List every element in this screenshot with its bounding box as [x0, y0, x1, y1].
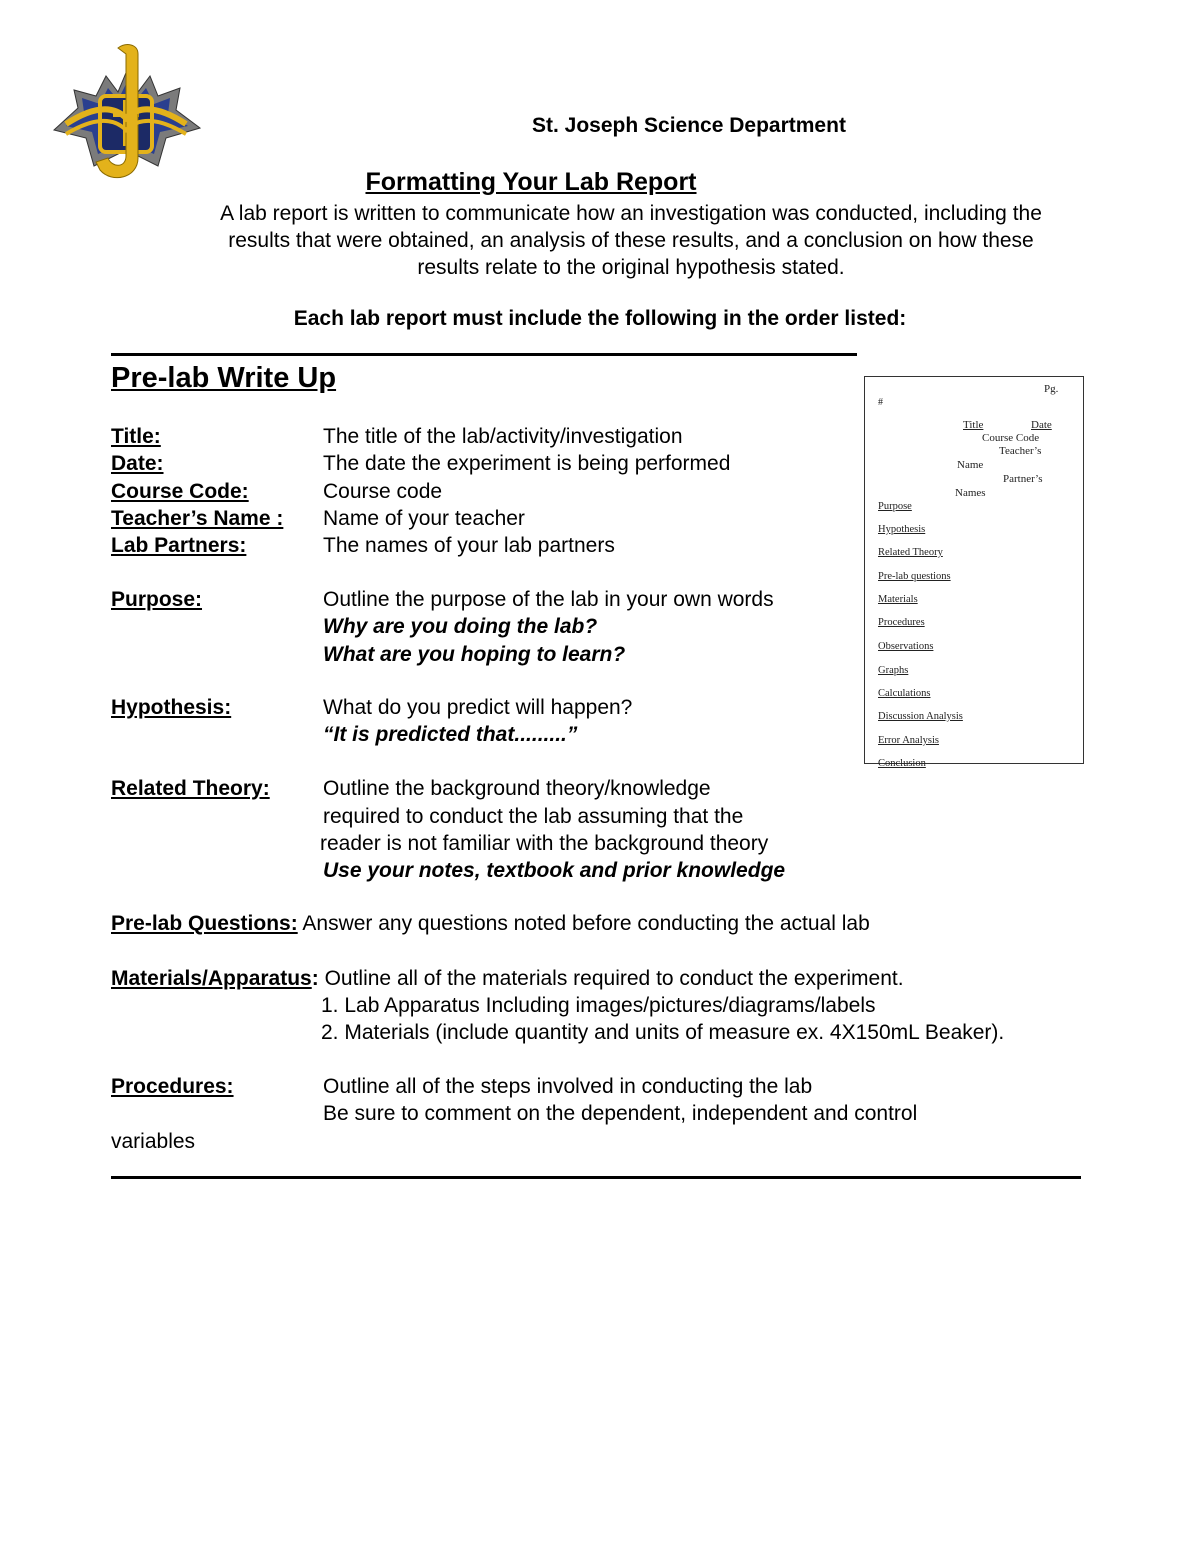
thumb-section-item: Error Analysis — [878, 735, 939, 746]
title-desc: The title of the lab/activity/investigation — [323, 425, 683, 448]
order-note: Each lab report must include the following in the order listed: — [293, 307, 907, 330]
hypothesis-label: Hypothesis: — [111, 696, 232, 719]
thumb-section-item: Discussion Analysis — [878, 711, 963, 722]
thumb-name: Name — [957, 459, 984, 471]
teacher-name-label: Teacher’s Name : — [111, 507, 284, 530]
intro-line: results that were obtained, an analysis of these results, and a conclusion on how these — [228, 229, 1034, 252]
lab-partners-label: Lab Partners: — [111, 534, 247, 557]
thumb-section-item: Pre-lab questions — [878, 571, 951, 582]
bottom-divider — [111, 1176, 1081, 1179]
intro-line: A lab report is written to communicate how an investigation was conducted, including the — [220, 202, 1042, 225]
thumb-partners: Partner’s — [1003, 473, 1043, 485]
materials-item: 1. Lab Apparatus Including images/pictures/diagrams/labels — [321, 994, 876, 1017]
thumb-hash: # — [878, 397, 883, 408]
thumb-section-item: Observations — [878, 641, 934, 652]
thumb-section-item: Procedures — [878, 617, 925, 628]
procedures-line: Outline all of the steps involved in conducting the lab — [323, 1075, 813, 1098]
sample-lab-page-thumbnail — [864, 376, 1084, 769]
department-name: St. Joseph Science Department — [532, 114, 846, 137]
thumb-section-item: Conclusion — [878, 758, 926, 769]
lab-partners-desc: The names of your lab partners — [323, 534, 615, 557]
thumb-course-code: Course Code — [982, 432, 1040, 444]
procedures-line: variables — [111, 1130, 196, 1153]
procedures-line: Be sure to comment on the dependent, independent and control — [323, 1102, 918, 1125]
thumb-section-item: Materials — [878, 594, 918, 605]
hypothesis-desc: What do you predict will happen? — [323, 696, 633, 719]
materials-colon: : — [311, 967, 319, 990]
related-theory-line: required to conduct the lab assuming that the — [323, 805, 744, 828]
document-title: Formatting Your Lab Report — [365, 168, 697, 196]
thumb-section-item: Purpose — [878, 501, 912, 512]
materials-desc: Outline all of the materials required to conduct the experiment. — [318, 967, 904, 990]
materials-row — [111, 967, 904, 991]
thumb-section-item: Graphs — [878, 665, 909, 676]
thumb-title: Title — [963, 419, 984, 431]
prelab-heading: Pre-lab Write Up — [111, 362, 337, 394]
title-label: Title: — [111, 425, 161, 448]
materials-item: 2. Materials (include quantity and units of measure ex. 4X150mL Beaker). — [321, 1021, 1005, 1044]
thumb-section-item: Calculations — [878, 688, 931, 699]
thumb-teachers: Teacher’s — [999, 445, 1042, 457]
intro-line: results relate to the original hypothesis stated. — [417, 256, 845, 279]
procedures-label: Procedures: — [111, 1075, 234, 1098]
related-theory-line: Outline the background theory/knowledge — [323, 777, 711, 800]
prelab-questions-row — [111, 912, 870, 936]
thumb-section-item: Hypothesis — [878, 524, 926, 535]
purpose-desc: Outline the purpose of the lab in your own words — [323, 588, 774, 611]
thumb-names: Names — [955, 487, 986, 499]
materials-label: Materials/Apparatus — [111, 967, 312, 990]
thumb-section-item: Related Theory — [878, 547, 943, 558]
purpose-label: Purpose: — [111, 588, 203, 611]
date-label: Date: — [111, 452, 164, 475]
related-theory-note: Use your notes, textbook and prior knowledge — [323, 859, 786, 882]
school-crest-logo — [46, 38, 206, 188]
related-theory-label: Related Theory: — [111, 777, 270, 800]
course-code-desc: Course code — [323, 480, 443, 503]
related-theory-line: reader is not familiar with the background theory — [320, 832, 769, 855]
school-crest-icon — [46, 38, 206, 188]
thumb-page-number: Pg. — [1044, 383, 1059, 395]
hypothesis-example: “It is predicted that.........” — [323, 723, 578, 746]
purpose-question: What are you hoping to learn? — [323, 643, 626, 666]
purpose-question: Why are you doing the lab? — [323, 615, 598, 638]
top-divider — [111, 353, 857, 356]
course-code-label: Course Code: — [111, 480, 249, 503]
teacher-name-desc: Name of your teacher — [323, 507, 525, 530]
prelab-questions-desc: Answer any questions noted before conducting the actual lab — [297, 912, 870, 935]
intro-paragraph — [100, 200, 1162, 281]
prelab-questions-label: Pre-lab Questions: — [111, 912, 298, 935]
date-desc: The date the experiment is being performed — [323, 452, 731, 475]
thumb-date: Date — [1031, 419, 1052, 431]
